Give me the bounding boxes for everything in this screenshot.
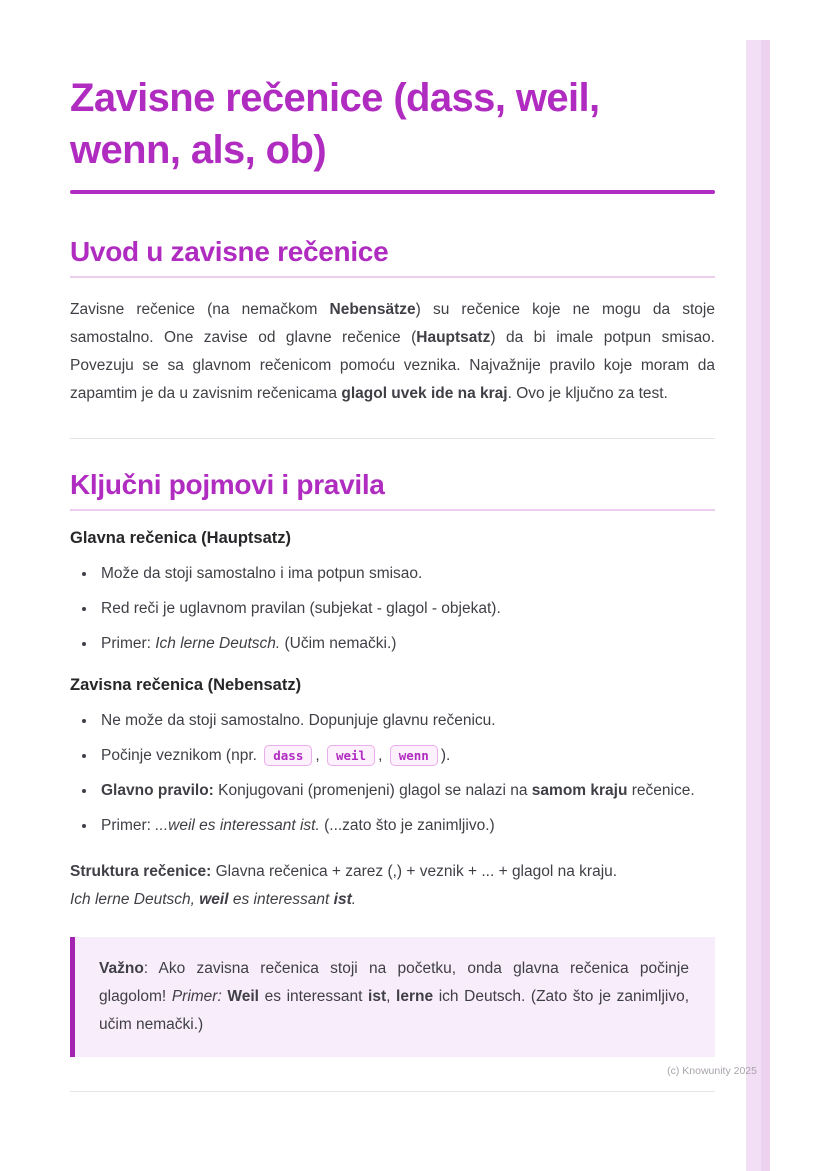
list-item <box>97 779 715 803</box>
text-segment: es interessant <box>228 890 334 908</box>
text-segment: Primer: <box>171 988 222 1006</box>
structure-example <box>70 886 715 914</box>
structure-block <box>70 858 715 914</box>
text-segment: Počinje veznikom (npr. <box>101 746 262 764</box>
callout-text <box>99 955 689 1039</box>
list-item <box>97 814 715 838</box>
structure-paragraph <box>70 858 715 886</box>
text-segment: weil <box>199 890 229 908</box>
text-segment: . Ovo je ključno za test. <box>507 384 668 402</box>
text-segment: , <box>315 746 324 764</box>
text-segment: ). <box>440 746 451 764</box>
conjunction-chip: wenn <box>390 745 438 766</box>
intro-paragraph <box>70 296 715 408</box>
title-rule <box>70 190 715 194</box>
text-segment: Glavna rečenica + zarez (,) + veznik + ... + glagol na kraju. <box>211 862 618 880</box>
page-title: Zavisne rečenice (dass, weil, wenn, als, ob) <box>70 76 600 172</box>
text-segment: rečenice. <box>627 781 695 799</box>
text-segment: glagol uvek ide na kraj <box>341 384 508 402</box>
text-segment: ...weil es interessant ist. <box>155 816 320 834</box>
conjunction-chip: dass <box>264 745 312 766</box>
text-segment: Može da stoji samostalno i ima potpun smisao. <box>101 564 423 582</box>
text-segment: Ich lerne Deutsch, <box>70 890 200 908</box>
subheading-hauptsatz: Glavna rečenica (Hauptsatz) <box>70 528 291 547</box>
subheading-nebensatz: Zavisna rečenica (Nebensatz) <box>70 675 302 694</box>
text-segment: ich Deutsch. (Zato što je zanimljivo, učim nemački.) <box>99 988 690 1034</box>
section-concepts <box>70 469 715 1058</box>
text-segment: Ich lerne Deutsch. <box>155 634 281 652</box>
text-segment: lerne <box>396 988 434 1006</box>
heading-underline <box>70 509 715 511</box>
bottom-divider <box>70 1091 715 1092</box>
text-segment: Zavisne rečenice (na nemačkom <box>70 301 330 318</box>
text-segment: Primer: <box>101 816 156 834</box>
text-segment: Primer: <box>101 634 156 652</box>
text-segment: : Ako zavisna rečenica stoji na početku, onda glavna rečenica počinje glagolom! <box>99 960 689 1006</box>
text-segment: Red reči je uglavnom pravilan (subjekat - glagol - objekat). <box>101 599 501 617</box>
text-segment: ist <box>333 890 352 908</box>
section-heading-concepts: Ključni pojmovi i pravila <box>70 468 385 500</box>
nebensatz-list <box>70 709 715 838</box>
text-segment: Struktura rečenice: <box>70 862 212 880</box>
conjunction-chip: weil <box>327 745 375 766</box>
text-segment: (Učim nemački.) <box>280 634 397 652</box>
heading-underline <box>70 276 715 278</box>
section-heading-intro: Uvod u zavisne rečenice <box>70 236 389 267</box>
text-segment: Važno <box>99 960 144 978</box>
text-segment: Hauptsatz <box>416 328 491 346</box>
text-segment: Glavno pravilo: <box>101 781 214 799</box>
text-segment: , <box>378 746 387 764</box>
hauptsatz-list <box>70 562 715 656</box>
list-item <box>97 597 715 621</box>
text-segment: . <box>351 890 357 908</box>
text-segment: ist <box>368 988 387 1006</box>
text-segment: Ne može da stoji samostalno. Dopunjuje glavnu rečenicu. <box>101 711 496 729</box>
text-segment: es interessant <box>259 988 369 1006</box>
section-intro <box>70 236 715 408</box>
text-segment: , <box>386 988 397 1006</box>
section-divider <box>70 438 715 439</box>
important-callout <box>70 937 715 1057</box>
list-item <box>97 562 715 586</box>
watermark: (c) Knowunity 2025 <box>667 1065 757 1078</box>
list-item <box>97 709 715 733</box>
text-segment: Nebensätze <box>329 301 416 318</box>
text-segment: samom kraju <box>531 781 628 799</box>
text-segment: Konjugovani (promenjeni) glagol se nalazi na <box>213 781 532 799</box>
text-segment: Weil <box>227 988 259 1006</box>
text-segment: ) da bi imale potpun smisao. Povezuju se sa glavnom rečenicom pomoću veznika. Najvažnije pravilo koje moram da zapamtim je da u zavisnim rečenicama <box>70 328 715 402</box>
list-item <box>97 632 715 656</box>
text-segment: ) su rečenice koje ne mogu da stoje samostalno. One zavise od glavne rečenice ( <box>70 301 715 346</box>
text-segment: (...zato što je zanimljivo.) <box>319 816 495 834</box>
list-item <box>97 744 715 768</box>
